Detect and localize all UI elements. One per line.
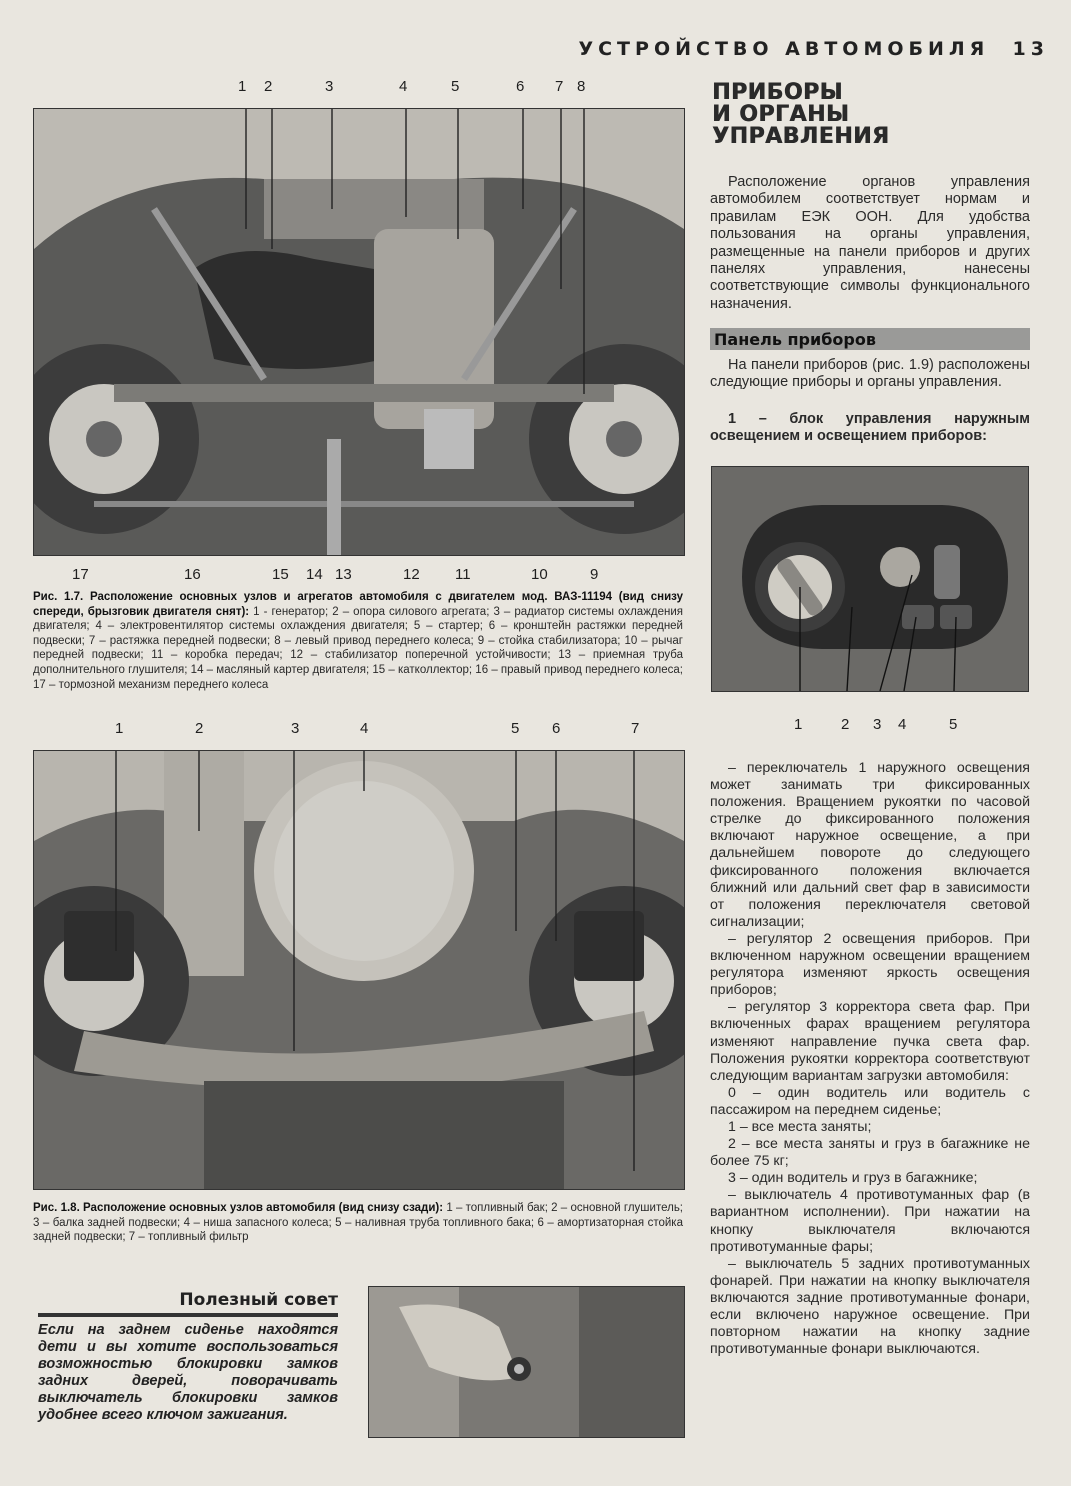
fig18-label: 7 [631, 720, 640, 737]
fig18-label: 5 [511, 720, 520, 737]
body-paragraph: 2 – все места заняты и груз в багажнике не более 75 кг; [710, 1136, 1030, 1170]
fig17-label: 6 [516, 78, 525, 95]
body-paragraph: – регулятор 2 освещения приборов. При включенном наружном освещении вращением регулятора изменяют яркость освещения приборов; [710, 930, 1030, 999]
fig17-caption [33, 590, 683, 692]
fig17-photo [33, 108, 685, 556]
tip-text: Если на заднем сиденье находятся дети и вы хотите воспользоваться возможностью блокировки замков задних дверей, поворачивать выключатель блокировки замков удобнее всего ключом зажигания. [38, 1322, 338, 1423]
section-title-line: И ОРГАНЫ [712, 102, 850, 127]
fig17-label: 16 [184, 566, 201, 583]
panel-item1-heading [710, 411, 1030, 446]
fig17-label: 5 [451, 78, 460, 95]
fig17-label: 13 [335, 566, 352, 583]
body-paragraph: – переключатель 1 наружного освещения может занимать три фиксированных положения. Вращением рукоятки по часовой стрелке до фиксированного положения включают наружное освещение, а при дальнейшем повороте до следующего фиксированного положения включается ближний или дальний свет фар в зависимости от положения переключателя световой сигнализации; [710, 760, 1030, 930]
fig17-label: 9 [590, 566, 599, 583]
fig17-top-labels [0, 78, 700, 98]
page-number: 13 [1012, 38, 1049, 60]
panel-subhead [710, 328, 1030, 350]
tip-divider [38, 1313, 338, 1317]
body-paragraph: 1 – все места заняты; [728, 1118, 872, 1135]
panel-subhead-text: Панель приборов [714, 330, 876, 349]
body-paragraph: – выключатель 4 противотуманных фар (в вариантном исполнении). При нажатии на кнопку выключателя включаются противотуманные фары; [710, 1187, 1030, 1255]
fig18-label: 1 [115, 720, 124, 737]
body-paragraph: 3 – один водитель и груз в багажнике; [728, 1170, 978, 1187]
fig17-label: 1 [238, 78, 247, 95]
fig19-label: 2 [841, 716, 850, 733]
panel-item1-heading-text: 1 – блок управления наружным освещением и освещением приборов: [710, 411, 1030, 445]
door-lock-drawing [369, 1287, 684, 1437]
section-title [712, 82, 1032, 148]
body-paragraph: – регулятор 3 корректора света фар. При включенных фарах вращением регулятора изменяют направление пучка света фар. Положения рукоятки корректора соответствуют следующим вариантам загрузки автомобиля: [710, 999, 1030, 1084]
controls-description [710, 760, 1030, 1358]
underbody-rear-drawing [34, 751, 684, 1189]
fig19-label: 3 [873, 716, 882, 733]
fig19-labels [0, 716, 1071, 736]
fig17-label: 8 [577, 78, 586, 95]
header-title: УСТРОЙСТВО АВТОМОБИЛЯ [578, 38, 990, 60]
running-header [578, 38, 1049, 60]
fig18-label: 6 [552, 720, 561, 737]
fig17-bottom-labels [0, 566, 700, 586]
fig17-caption-title: Рис. 1.7. Расположение основных узлов и агрегатов автомобиля с двигателем мод. ВАЗ-11194 (вид снизу спереди, брызговик двигателя снят): [33, 591, 683, 618]
body-paragraph: – выключатель 5 задних противотуманных фонарей. При нажатии на кнопку выключателя включаются задние противотуманные фонари, если включено наружное освещение. При повторном нажатии на кнопку задние противотуманные фонари выключаются. [710, 1255, 1030, 1358]
fig19-label: 4 [898, 716, 907, 733]
tip-title: Полезный совет [179, 1290, 338, 1310]
fig17-label: 11 [455, 566, 471, 583]
fig17-caption-body: 1 - генератор; 2 – опора силового агрегата; 3 – радиатор системы охлаждения двигателя; 4 – электровентилятор системы охлаждения двигателя; 5 – стартер; 6 – кронштейн растяжки передней подвески; 7 – растяжка передней подвески; 8 – левый привод переднего колеса; 9 – стойка стабилизатора; 10 – рычаг передней подвески; 11 – коробка передач; 12 – стабилизатор поперечной устойчивости; 13 – приемная труба дополнительного глушителя; 14 – масляный картер двигателя; 15 – катколлектор; 16 – правый привод переднего колеса; 17 – тормозной механизм переднего колеса [33, 605, 683, 691]
fig18-caption [33, 1201, 683, 1245]
light-control-block-drawing [712, 467, 1028, 691]
body-paragraph: 0 – один водитель или водитель с пассажиром на переднем сиденье; [710, 1084, 1030, 1118]
fig17-label: 2 [264, 78, 273, 95]
fig17-label: 17 [72, 566, 89, 583]
fig17-label: 10 [531, 566, 548, 583]
fig18-photo [33, 750, 685, 1190]
panel-intro-text: На панели приборов (рис. 1.9) расположены следующие приборы и органы управления. [710, 357, 1030, 391]
panel-intro [710, 357, 1030, 392]
fig17-label: 7 [555, 78, 564, 95]
fig18-label: 4 [360, 720, 369, 737]
fig18-caption-title: Рис. 1.8. Расположение основных узлов автомобиля (вид снизу сзади): [33, 1202, 444, 1214]
fig17-label: 15 [272, 566, 289, 583]
fig17-label: 4 [399, 78, 408, 95]
fig19-label: 5 [949, 716, 958, 733]
section-intro-text: Расположение органов управления автомобилем соответствует нормам и правилам ЕЭК ООН. Для удобства пользования на органы управления, размещенные на панели приборов и других панелях управления, нанесены соответствующие символы функционального назначения. [710, 174, 1030, 312]
fig18-caption-body: 1 – топливный бак; 2 – основной глушитель; 3 – балка задней подвески; 4 – ниша запасного колеса; 5 – наливная труба топливного бака; 6 – амортизаторная стойка задней подвески; 7 – топливный фильтр [33, 1202, 683, 1244]
underbody-front-drawing [34, 109, 684, 555]
fig17-label: 3 [325, 78, 334, 95]
fig18-label: 3 [291, 720, 300, 737]
fig18-label: 2 [195, 720, 204, 737]
tip-photo [368, 1286, 685, 1438]
fig19-label: 1 [794, 716, 803, 733]
fig19-photo [711, 466, 1029, 692]
fig17-label: 12 [403, 566, 420, 583]
section-intro [710, 174, 1030, 313]
section-title-line: ПРИБОРЫ [712, 80, 843, 105]
fig17-label: 14 [306, 566, 323, 583]
section-title-line: УПРАВЛЕНИЯ [712, 124, 890, 149]
